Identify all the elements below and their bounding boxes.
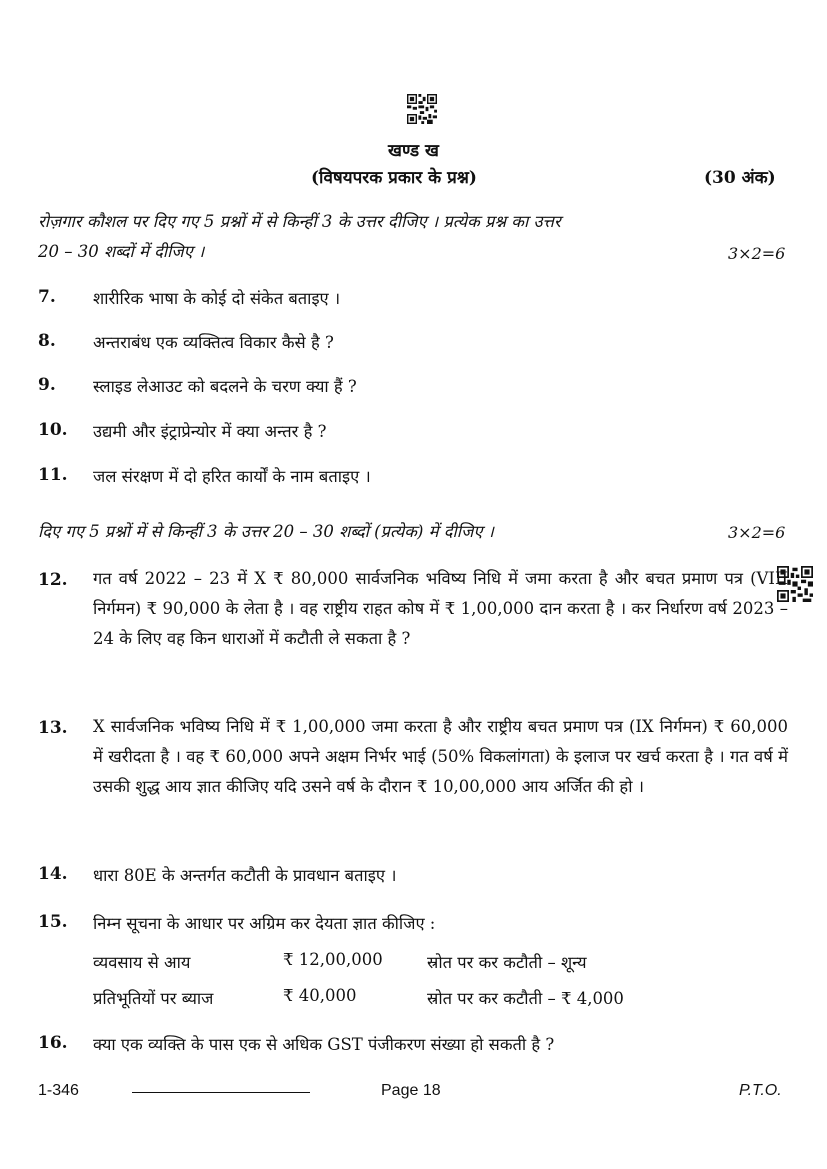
- page-number: Page 18: [381, 1082, 441, 1099]
- table-row-2-label: प्रतिभूतियों पर ब्याज: [93, 989, 214, 1008]
- paper-code: 1-346: [38, 1082, 79, 1099]
- question-text: शारीरिक भाषा के कोई दो संकेत बताइए ।: [93, 289, 341, 308]
- question-number: 12.: [38, 570, 68, 590]
- question-number: 15.: [38, 912, 68, 932]
- question-number: 8.: [38, 331, 56, 351]
- pto-label: P.T.O.: [739, 1082, 782, 1099]
- table-row-1-label: व्यवसाय से आय: [93, 953, 191, 972]
- question-text: X सार्वजनिक भविष्य निधि में ₹ 1,00,000 जमा करता है और राष्ट्रीय बचत प्रमाण पत्र (IX निर्गमन) ₹ 60,000 में खरीदता है । वह ₹ 60,000 अपने अक्षम निर्भर भाई (50% विकलांगता) के इलाज पर खर्च करता है । गत वर्ष में उसकी शुद्ध आय ज्ञात कीजिए यदि उसने वर्ष के दौरान ₹ 10,00,000 आय अर्जित की हो ।: [93, 717, 788, 796]
- question-text: स्लाइड लेआउट को बदलने के चरण क्या हैं ?: [93, 377, 357, 396]
- question-text: गत वर्ष 2022 – 23 में X ₹ 80,000 सार्वजनिक भविष्य निधि में जमा करता है और बचत प्रमाण पत्र (VIII निर्गमन) ₹ 90,000 के लेता है । वह राष्ट्रीय राहत कोष में ₹ 1,00,000 दान करता है । कर निर्धारण वर्ष 2023 – 24 के लिए वह किन धाराओं में कटौती ले सकता है ?: [93, 569, 788, 648]
- footer-divider: [132, 1092, 310, 1093]
- question-number: 13.: [38, 718, 68, 738]
- table-row-2-tds: स्रोत पर कर कटौती – ₹ 4,000: [427, 989, 624, 1008]
- group1-marks: 3×2=6: [728, 244, 786, 263]
- table-row-1-amount: ₹ 12,00,000: [283, 950, 383, 969]
- question-number: 7.: [38, 287, 56, 307]
- section-subtitle: (विषयपरक प्रकार के प्रश्न): [311, 168, 477, 188]
- question-number: 9.: [38, 375, 56, 395]
- question-text: निम्न सूचना के आधार पर अग्रिम कर देयता ज्ञात कीजिए :: [93, 914, 436, 933]
- question-text: अन्तराबंध एक व्यक्तित्व विकार कैसे है ?: [93, 333, 334, 352]
- question-text: धारा 80E के अन्तर्गत कटौती के प्रावधान बताइए ।: [93, 866, 397, 885]
- instruction-group1-line1: रोज़गार कौशल पर दिए गए 5 प्रश्नों में से किन्हीं 3 के उत्तर दीजिए । प्रत्येक प्रश्न का उत्तर: [38, 212, 561, 231]
- section-marks: (30 अंक): [704, 168, 776, 188]
- question-number: 10.: [38, 420, 68, 440]
- table-row-2-amount: ₹ 40,000: [283, 986, 357, 1005]
- qr-code-icon: [407, 94, 437, 124]
- question-text: क्या एक व्यक्ति के पास एक से अधिक GST पंजीकरण संख्या हो सकती है ?: [93, 1035, 555, 1054]
- question-number: 16.: [38, 1033, 68, 1053]
- instruction-group1-line2: 20 – 30 शब्दों में दीजिए ।: [38, 242, 205, 261]
- question-number: 14.: [38, 864, 68, 884]
- table-row-1-tds: स्रोत पर कर कटौती – शून्य: [427, 953, 587, 972]
- section-title: खण्ड ख: [388, 141, 439, 161]
- group2-marks: 3×2=6: [728, 523, 786, 542]
- instruction-group2: दिए गए 5 प्रश्नों में से किन्हीं 3 के उत्तर 20 – 30 शब्दों (प्रत्येक) में दीजिए ।: [38, 522, 494, 541]
- question-text: जल संरक्षण में दो हरित कार्यों के नाम बताइए ।: [93, 467, 371, 486]
- question-text: उद्यमी और इंट्राप्रेन्योर में क्या अन्तर है ?: [93, 422, 327, 441]
- question-number: 11.: [38, 465, 68, 485]
